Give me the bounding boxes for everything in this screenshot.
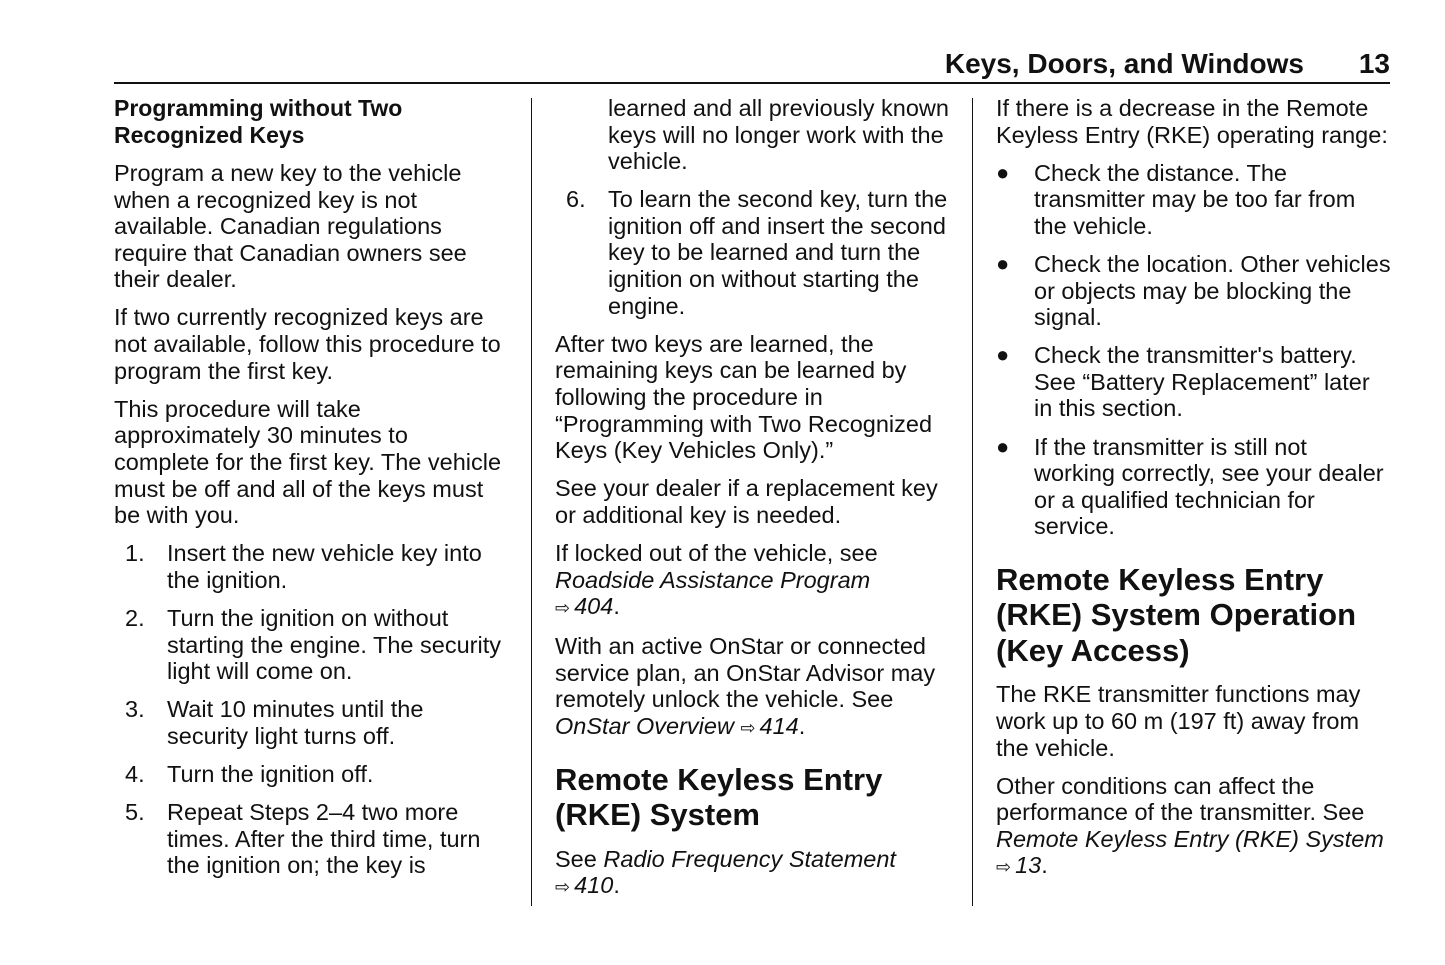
step-text: Turn the ignition off. — [167, 760, 374, 787]
page-header — [114, 46, 1390, 84]
cross-reference-link[interactable]: Roadside Assistance Program — [555, 566, 871, 593]
cross-reference-link[interactable]: OnStar Overview — [555, 712, 734, 739]
list-item — [114, 605, 509, 685]
cross-reference-link[interactable]: Remote Keyless Entry (RKE) System — [996, 825, 1384, 852]
text: Other conditions can affect the performance of the transmitter. See — [996, 772, 1365, 826]
bullet-icon: ● — [996, 433, 1010, 459]
procedure-steps — [555, 186, 955, 319]
page-ref-arrow-icon: ⇨ — [740, 717, 756, 738]
step-number: 4. — [125, 760, 145, 787]
paragraph: After two keys are learned, the remaining keys can be learned by following the procedure in “Programming with Two Recognized Keys (Key Vehicles Only).” — [555, 330, 933, 464]
page-ref-arrow-icon: ⇨ — [996, 857, 1012, 878]
text: If locked out of the vehicle, see — [555, 539, 878, 566]
header-title: Keys, Doors, and Windows — [944, 48, 1304, 79]
page-reference[interactable]: 410 — [574, 872, 614, 899]
step-continuation: learned and all previously known keys will no longer work with the vehicle. — [608, 95, 949, 175]
list-item — [114, 696, 509, 749]
column-divider — [531, 98, 532, 906]
column-left — [114, 95, 509, 890]
column-divider — [972, 98, 973, 906]
list-item — [114, 540, 509, 593]
list-item — [996, 434, 1391, 540]
bullet-text: If the transmitter is still not working correctly, see your dealer or a qualified technician for service. — [1034, 433, 1384, 540]
bullet-text: Check the location. Other vehicles or objects may be blocking the signal. — [1034, 250, 1391, 331]
page-reference[interactable]: 13 — [1015, 852, 1042, 879]
step-number: 1. — [125, 540, 145, 567]
paragraph: With an active OnStar or connected service plan, an OnStar Advisor may remotely unlock the vehicle. See OnStar Overview ⇨ 414. — [555, 633, 936, 739]
step-text: To learn the second key, turn the ignition off and insert the second key to be learned and turn the ignition on without starting the engine. — [608, 186, 948, 319]
page-number: 13 — [1358, 48, 1390, 79]
bullet-icon: ● — [996, 159, 1010, 185]
step-number: 6. — [566, 186, 586, 213]
column-middle — [555, 95, 955, 912]
bullet-text: Check the distance. The transmitter may be too far from the vehicle. — [1034, 159, 1356, 239]
step-text: Turn the ignition on without starting the engine. The security light will come on. — [167, 604, 501, 685]
step-text: Wait 10 minutes until the security light turns off. — [167, 696, 424, 749]
procedure-steps — [114, 540, 509, 879]
step-text: Repeat Steps 2–4 two more times. After the third time, turn the ignition on; the key is — [167, 798, 481, 879]
paragraph: This procedure will take approximately 30 minutes to complete for the first key. The vehicle must be off and all of the keys must be with you. — [114, 395, 502, 529]
paragraph: Program a new key to the vehicle when a recognized key is not available. Canadian regulations require that Canadian owners see their dealer. — [114, 160, 467, 293]
paragraph: If there is a decrease in the Remote Keyless Entry (RKE) operating range: — [996, 95, 1388, 148]
list-item — [996, 160, 1391, 240]
list-item — [114, 761, 509, 788]
step-number: 3. — [125, 696, 145, 723]
text: See — [555, 845, 604, 872]
list-item — [114, 799, 509, 879]
list-item — [996, 251, 1391, 331]
bullet-icon: ● — [996, 250, 1010, 276]
paragraph: The RKE transmitter functions may work up to 60 m (197 ft) away from the vehicle. — [996, 681, 1361, 761]
page-reference[interactable]: 414 — [759, 712, 799, 739]
page-ref-arrow-icon: ⇨ — [555, 598, 571, 619]
bullet-icon: ● — [996, 342, 1010, 368]
page-ref-arrow-icon: ⇨ — [555, 877, 571, 898]
page-reference[interactable]: 404 — [574, 593, 614, 620]
section-subheading: Programming without Two Recognized Keys — [114, 95, 403, 148]
section-heading: Remote Keyless Entry (RKE) System Operation (Key Access) — [996, 561, 1357, 668]
list-item — [555, 186, 955, 319]
step-number: 2. — [125, 604, 145, 631]
column-right — [996, 95, 1391, 893]
cross-reference-link[interactable]: Radio Frequency Statement — [603, 845, 896, 872]
paragraph: Other conditions can affect the performance of the transmitter. See Remote Keyless Entry (RKE) System ⇨ 13. — [996, 772, 1384, 879]
bullet-list — [996, 160, 1391, 540]
paragraph: If two currently recognized keys are not available, follow this procedure to program the first key. — [114, 304, 501, 384]
list-item — [996, 342, 1391, 422]
paragraph: See your dealer if a replacement key or additional key is needed. — [555, 475, 938, 528]
paragraph: See Radio Frequency Statement ⇨ 410. — [555, 845, 896, 899]
paragraph: If locked out of the vehicle, see Roadside Assistance Program ⇨ 404. — [555, 539, 878, 620]
step-text: Insert the new vehicle key into the ignition. — [167, 540, 482, 593]
text: With an active OnStar or connected service plan, an OnStar Advisor may remotely unlock the vehicle. See — [555, 633, 936, 713]
step-number: 5. — [125, 798, 145, 825]
bullet-text: Check the transmitter's battery. See “Battery Replacement” later in this section. — [1034, 342, 1370, 422]
section-heading: Remote Keyless Entry (RKE) System — [555, 761, 883, 833]
